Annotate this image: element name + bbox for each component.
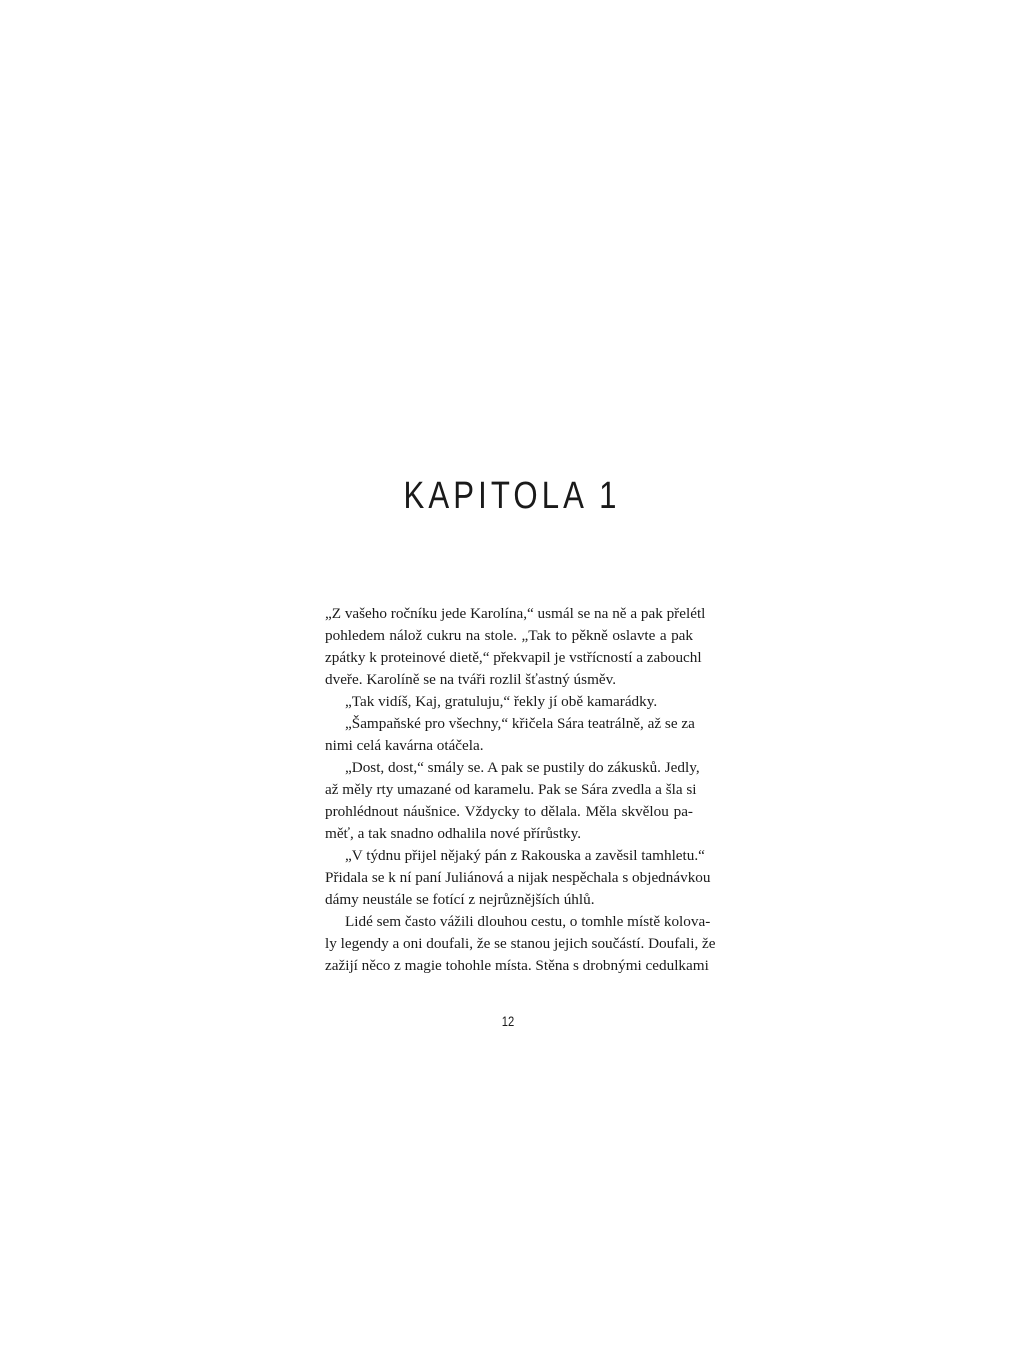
text-line: dveře. Karolíně se na tváři rozlil šťastný úsměv.	[325, 671, 617, 688]
text-line: „Z vašeho ročníku jede Karolína,“ usmál se na ně a pak přelétl	[325, 605, 706, 622]
text-line: zažijí něco z magie tohohle místa. Stěna s drobnými cedulkami	[325, 957, 709, 974]
text-line: „Šampaňské pro všechny,“ křičela Sára teatrálně, až se za	[345, 715, 695, 732]
page-number: 12	[501, 1013, 515, 1029]
text-line: zpátky k proteinové dietě,“ překvapil je vstřícností a zabouchl	[325, 649, 702, 666]
text-line: nimi celá kavárna otáčela.	[325, 737, 484, 754]
text-line: Přidala se k ní paní Juliánová a nijak nespěchala s objednávkou	[325, 869, 711, 886]
text-line: měť, a tak snadno odhalila nové přírůstky.	[325, 825, 582, 842]
text-line: „Tak vidíš, Kaj, gratuluju,“ řekly jí obě kamarádky.	[345, 693, 658, 710]
text-line: dámy neustále se fotící z nejrůznějších úhlů.	[325, 891, 595, 908]
text-line: Lidé sem často vážili dlouhou cestu, o tomhle místě kolova-	[345, 913, 711, 930]
text-line: „V týdnu přijel nějaký pán z Rakouska a zavěsil tamhletu.“	[345, 847, 705, 864]
chapter-title: KAPITOLA 1	[403, 475, 621, 517]
body-text	[325, 603, 716, 977]
text-line: prohlédnout náušnice. Vždycky to dělala. Měla skvělou pa-	[325, 803, 693, 820]
text-line: pohledem nálož cukru na stole. „Tak to pěkně oslavte a pak	[325, 627, 693, 644]
text-line: „Dost, dost,“ smály se. A pak se pustily do zákusků. Jedly,	[345, 759, 700, 776]
text-line: až měly rty umazané od karamelu. Pak se Sára zvedla a šla si	[325, 781, 697, 798]
text-line: ly legendy a oni doufali, že se stanou jejich součástí. Doufali, že	[325, 935, 716, 952]
